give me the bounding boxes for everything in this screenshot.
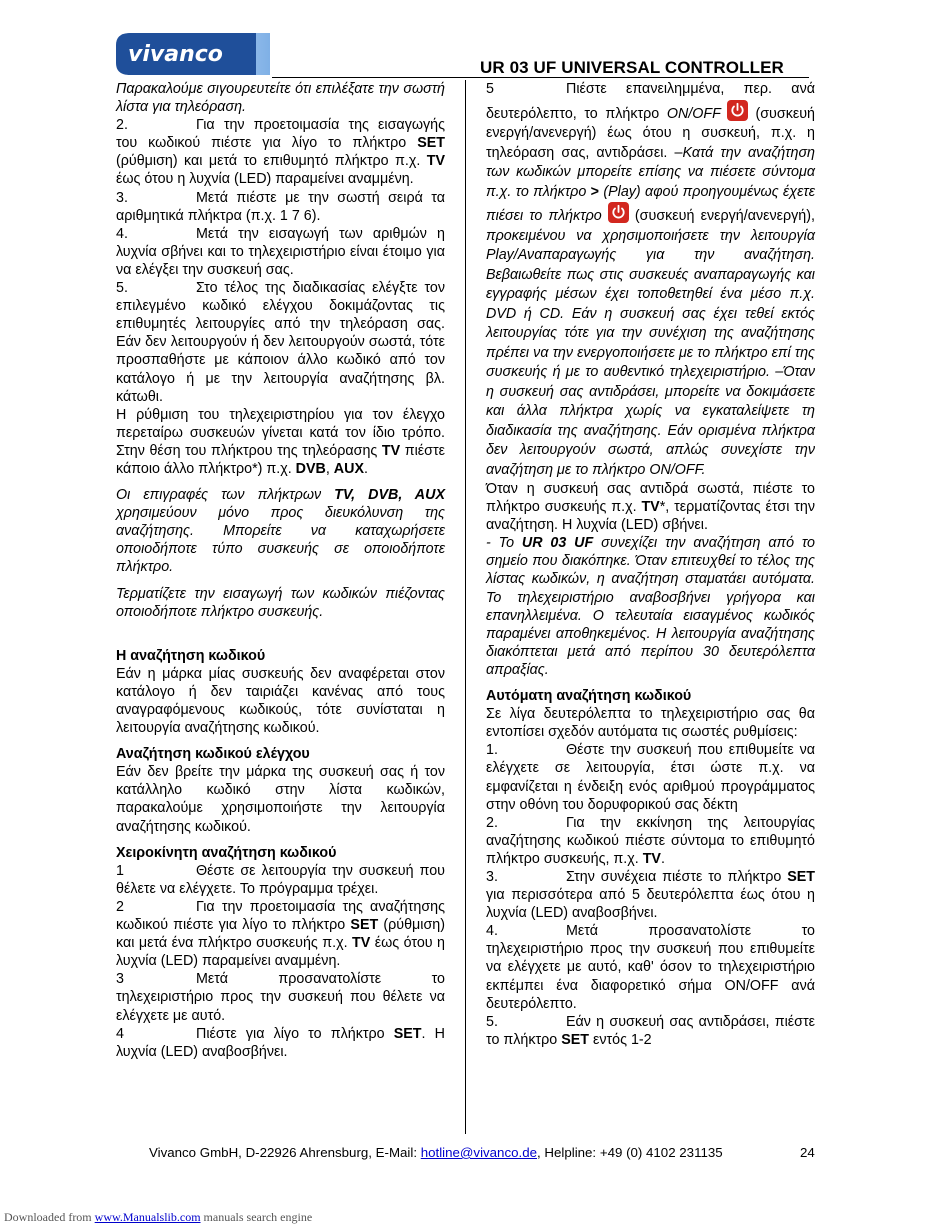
list-item: 1 Θέστε σε λειτουργία την συσκευή που θέλετε να ελέγχετε. Το πρόγραμμα τρέχει. xyxy=(116,862,445,897)
list-item: 5. Στο τέλος της διαδικασίας ελέγξτε τον επιλεγμένο κωδικό ελέγχου δοκιμάζοντας τις επιθυμητές λειτουργίες από την τηλεόραση σας. Εάν δεν λειτουργούν ή δεν λειτουργούν σωστά, τότε προσπαθήστε με κάποιον άλλο κωδικό από τον κατάλογο ή με την λειτουργία αναζήτησης βλ. κάτωθι. xyxy=(116,280,445,405)
list-item: 2. Για την προετοιμασία της εισαγωγής του κωδικού πιέστε για λίγο το πλήκτρο SET (ρύθμιση) και μετά το επιθυμητό πλήκτρο π.χ. TV έως ότου η λυχνία (LED) παραμείνει αναμμένη. xyxy=(116,117,445,188)
vivanco-logo xyxy=(116,33,270,75)
header-rule xyxy=(272,77,809,78)
paragraph: Σε λίγα δευτερόλεπτα το τηλεχειριστήριο σας θα εντοπίσει σχεδόν αυτόματα τις σωστές ρυθμίσεις: xyxy=(486,706,815,741)
section-heading: Η αναζήτηση κωδικού xyxy=(116,647,266,664)
power-icon xyxy=(727,100,748,121)
left-column xyxy=(116,80,445,1061)
list-item: 3. Μετά πιέστε με την σωστή σειρά τα αριθμητικά πλήκτρα (π.χ. 1 7 6). xyxy=(116,189,445,224)
paragraph: Εάν δεν βρείτε την μάρκα της συσκευή σας ή τον κατάλληλο κωδικό στην λίστα κωδικών, παρακαλούμε χρησιμοποιήστε την λειτουργία αναζήτησης κωδικού. xyxy=(116,764,445,835)
page-footer: Vivanco GmbH, D-22926 Ahrensburg, E-Mail: hotline@vivanco.de, Helpline: +49 (0) 4102 231135 xyxy=(149,1145,723,1160)
section-heading: Αυτόματη αναζήτηση κωδικού xyxy=(486,688,692,705)
list-item: 2. Για την εκκίνηση της λειτουργίας αναζήτησης κωδικού πιέστε σύντομα το επιθυμητό πλήκτρο συσκευής, π.χ. TV. xyxy=(486,814,815,867)
list-item: 5 Πιέστε επανειλημμένα, περ. ανά δευτερόλεπτο, το πλήκτρο ON/OFF (συσκευή ενεργή/ανενεργή) έως ότου η συσκευή, π.χ. η τηλεόραση σας, αντιδράσει. –Κατά την αναζήτηση των κωδικών μπορείτε επίσης να πιέσετε σύντομα π.χ. το πλήκτρο > (Play) αφού προηγουμένως έχετε πιέσει το πλήκτρο (συσκευή ενεργή/ανενεργή), προκειμένου να χρησιμοποιήσετε την λειτουργία Play/Αναπαραγωγής για την αναζήτηση. Βεβαιωθείτε πως στις συσκευές αναπαραγωγής και εγγραφής μέσων έχει τοποθετηθεί ένα μέσο π.χ. DVD ή CD. Εάν η συσκευή σας έχει τεθεί εκτός λειτουργίας τότε για την συνέχιση της αναζήτησης πρέπει να την ενεργοποιήσετε με το πλήκτρο επί της συσκευής ή με το αυθεντικό τηλεχειριστήριο. –Όταν η συσκευή σας αντιδράσει, μπορείτε να δοκιμάσετε και άλλα πλήκτρα χωρίς να εγκαταλείψετε τη διαδικασία της αναζήτησης. Εάν ορισμένα πλήκτρα δεν λειτουργούν σωστά, απλώς συνεχίστε την αναζήτηση με το πλήκτρο ON/OFF. xyxy=(486,81,815,478)
list-item: 4 Πιέστε για λίγο το πλήκτρο SET. Η λυχνία (LED) αναβοσβήνει. xyxy=(116,1025,445,1060)
power-icon xyxy=(608,202,629,223)
page-number: 24 xyxy=(800,1145,815,1160)
paragraph: - Το UR 03 UF συνεχίζει την αναζήτηση από το σημείο που διακόπηκε. Όταν επιτευχθεί το τέλος της λίστας κωδικών, η αναζήτηση σταματάει αυτόματα. Το τηλεχειριστήριο αναβοσβήνει γρήγορα και επανηλλειμένα. Ο τελευταία εισαγμένος κωδικός παραμένει αποθηκεμένος. Η λειτουργία αναζήτησης διακόπτεται μετά από περίπου 30 δευτερόλεπτα απραξίας. xyxy=(486,535,815,678)
section-heading: Αναζήτηση κωδικού ελέγχου xyxy=(116,746,310,763)
list-item: 1. Θέστε την συσκευή που επιθυμείτε να ελέγχετε σε λειτουργία, έτσι ώστε π.χ. να εμφανίζεται η ένδειξη ενός αριθμού προγράμματος στην οθόνη του δορυφορικού σας δέκτη xyxy=(486,742,815,813)
paragraph: Εάν η μάρκα μίας συσκευής δεν αναφέρεται στον κατάλογο ή δεν ταιριάζει κανένας από τους αναγραφόμενους κωδικούς, τότε συνίσταται η λειτουργία αναζήτησης κωδικού. xyxy=(116,665,445,737)
paragraph: Οι επιγραφές των πλήκτρων TV, DVB, AUX χρησιμεύουν μόνο προς διευκόλυνση της αναζήτησης. Μπορείτε να καταχωρήσετε οποιοδήποτε τύπο συσκευής σε οποιοδήποτε πλήκτρο. xyxy=(116,487,445,576)
page-header-title: UR 03 UF UNIVERSAL CONTROLLER xyxy=(480,58,784,77)
list-item: 3. Στην συνέχεια πιέστε το πλήκτρο SET για περισσότερα από 5 δευτερόλεπτα έως ότου η λυχνία (LED) αναβοσβήνει. xyxy=(486,868,815,922)
right-column xyxy=(486,80,815,1049)
list-item: 4. Μετά την εισαγωγή των αριθμών η λυχνία σβήνει και το τηλεχειριστήριο είναι έτοιμο για να ελέγξει την συσκευή σας. xyxy=(116,225,445,278)
column-divider xyxy=(465,80,466,1134)
list-item: 2 Για την προετοιμασία της αναζήτησης κωδικού πιέστε για λίγο το πλήκτρο SET (ρύθμιση) και μετά ένα πλήκτρο συσκευής π.χ. TV έως ότου η λυχνία (LED) παραμείνει αναμμένη. xyxy=(116,898,445,970)
list-item: 4. Μετά προσανατολίστε το τηλεχειριστήριο προς την συσκευή που επιθυμείτε να ελέγχετε με αυτό, καθ' όσον το τηλεχειριστήριο εκπέμπει ένα διαφορετικό σήμα ON/OFF ανά δευτερόλεπτο. xyxy=(486,923,815,1012)
paragraph: Τερματίζετε την εισαγωγή των κωδικών πιέζοντας οποιοδήποτε πλήκτρο συσκευής. xyxy=(116,585,445,620)
section-heading: Χειροκίνητη αναζήτηση κωδικού xyxy=(116,844,337,861)
list-item: 5. Εάν η συσκευή σας αντιδράσει, πιέστε το πλήκτρο SET εντός 1-2 xyxy=(486,1013,815,1048)
list-item: 3 Μετά προσανατολίστε το τηλεχειριστήριο προς την συσκευή που θέλετε να ελέγχετε με αυτό. xyxy=(116,971,445,1024)
email-link[interactable]: hotline@vivanco.de xyxy=(420,1145,537,1160)
paragraph: Η ρύθμιση του τηλεχειριστηρίου για τον έλεγχο περεταίρω συσκευών γίνεται κατά τον ίδιο τρόπο. Στην θέση του πλήκτρου της τηλεόρασης TV πιέστε κάποιο άλλο πλήκτρο*) π.χ. DVB, AUX. xyxy=(116,406,445,477)
manualslib-link[interactable]: www.Manualslib.com xyxy=(94,1210,201,1224)
paragraph: Παρακαλούμε σιγουρευτείτε ότι επιλέξατε την σωστή λίστα για τηλεόραση. xyxy=(116,81,445,116)
download-note: Downloaded from www.Manualslib.com manuals search engine xyxy=(4,1210,313,1224)
paragraph: Όταν η συσκευή σας αντιδρά σωστά, πιέστε το πλήκτρο συσκευής π.χ. TV*, τερματίζοντας έτσι την αναζήτηση. Η λυχνία (LED) σβήνει. xyxy=(486,481,815,534)
logo-text: vivanco xyxy=(128,42,223,67)
